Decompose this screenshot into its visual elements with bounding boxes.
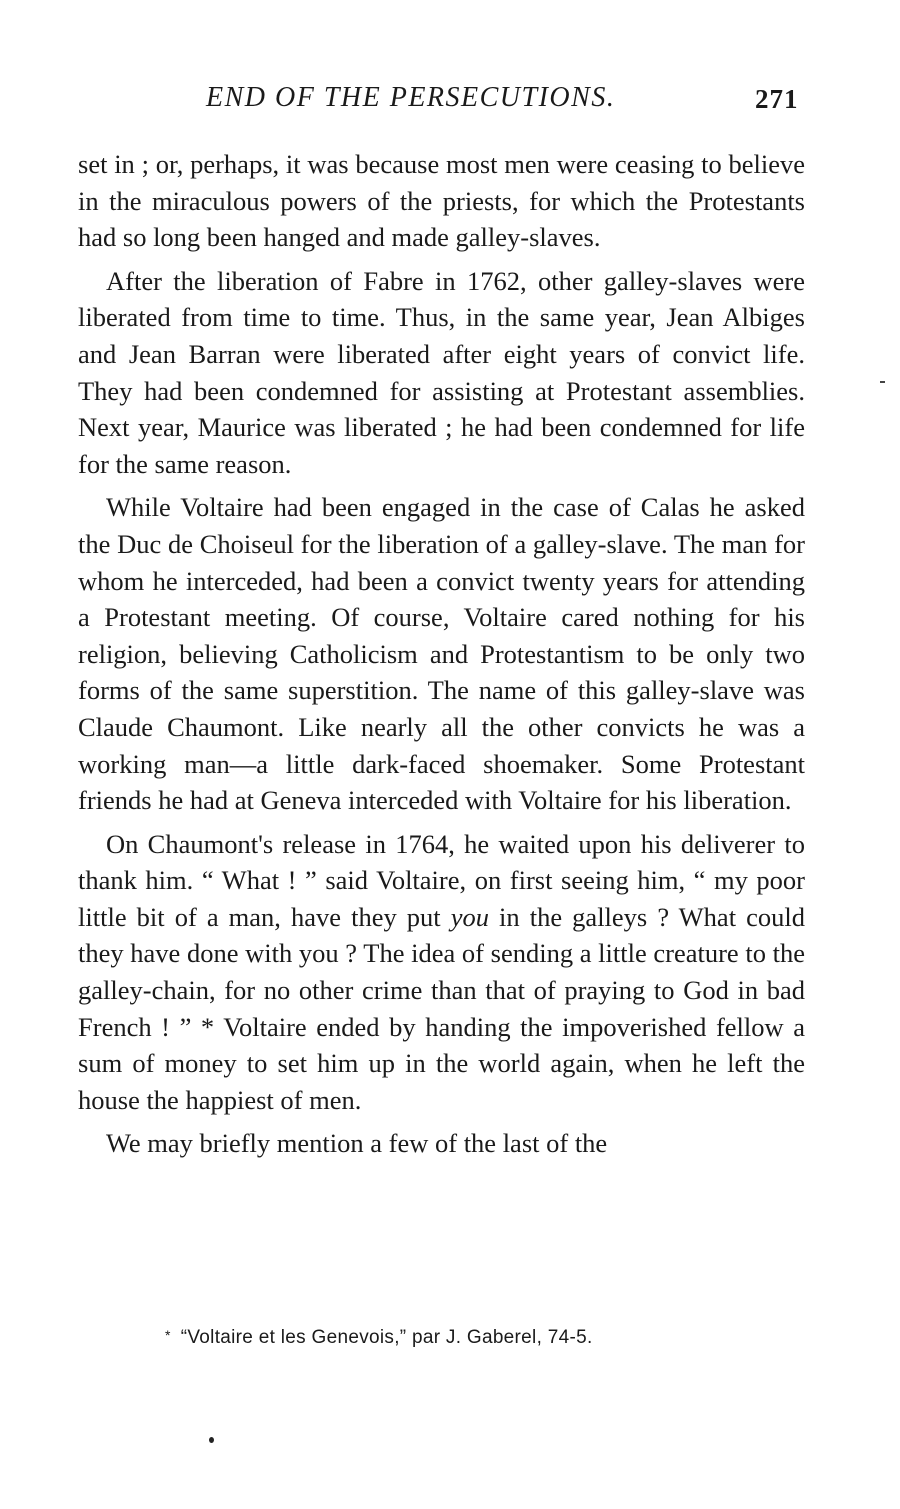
page-number: 271	[755, 84, 799, 114]
margin-mark	[880, 381, 885, 383]
paragraph-text-after-emphasis: in the galleys ? What could they have done with you ? The idea of sending a little creature to the galley-chain, for no other crime than that of praying to God in bad French ! ” * Voltaire ended by handing the impoverished fellow a sum of money to set him up in the world again, when he left the house the happiest of men.	[78, 901, 805, 1115]
paragraph-fabre-liberation: After the liberation of Fabre in 1762, other galley-slaves were liberated from time to time. Thus, in the same year, Jean Albiges and Jean Barran were liberated after eight years of convict life. They had been condemned for assisting at Protestant assemblies. Next year, Maurice was liberated ; he had been condemned for life for the same reason.	[78, 265, 805, 479]
running-title: END OF THE PERSECUTIONS.	[206, 82, 616, 113]
footnote	[165, 1327, 805, 1349]
footnote-text: “Voltaire et les Genevois,” par J. Gaberel, 74-5.	[180, 1327, 593, 1348]
ink-dot	[209, 1437, 214, 1443]
paragraph-continuation: set in ; or, perhaps, it was because most men were ceasing to believe in the miraculous powers of the priests, for which the Protestants had so long been hanged and made galley-slaves.	[78, 149, 805, 253]
body-text	[78, 146, 805, 1162]
paragraph-text-before-emphasis: On Chaumont's release in 1764, he waited upon his deliverer to thank him. “ What ! ” said Voltaire, on first seeing him, “ my poor little bit of a man, have they put	[78, 828, 805, 932]
paragraph-voltaire-calas: While Voltaire had been engaged in the case of Calas he asked the Duc de Choiseul for the liberation of a galley-slave. The man for whom he interceded, had been a convict twenty years for attending a Protestant meeting. Of course, Voltaire cared nothing for his religion, believing Catholicism and Protestantism to be only two forms of the same superstition. The name of this galley-slave was Claude Chaumont. Like nearly all the other convicts he was a working man—a little dark-faced shoemaker. Some Protestant friends he had at Geneva interceded with Voltaire for his liberation.	[78, 492, 805, 816]
paragraph-chaumont-release	[78, 826, 805, 1119]
paragraph-last-mentions: We may briefly mention a few of the last of the	[106, 1128, 608, 1159]
emphasized-word: you	[450, 901, 489, 932]
footnote-marker: *	[165, 1327, 171, 1343]
running-head	[0, 82, 900, 122]
